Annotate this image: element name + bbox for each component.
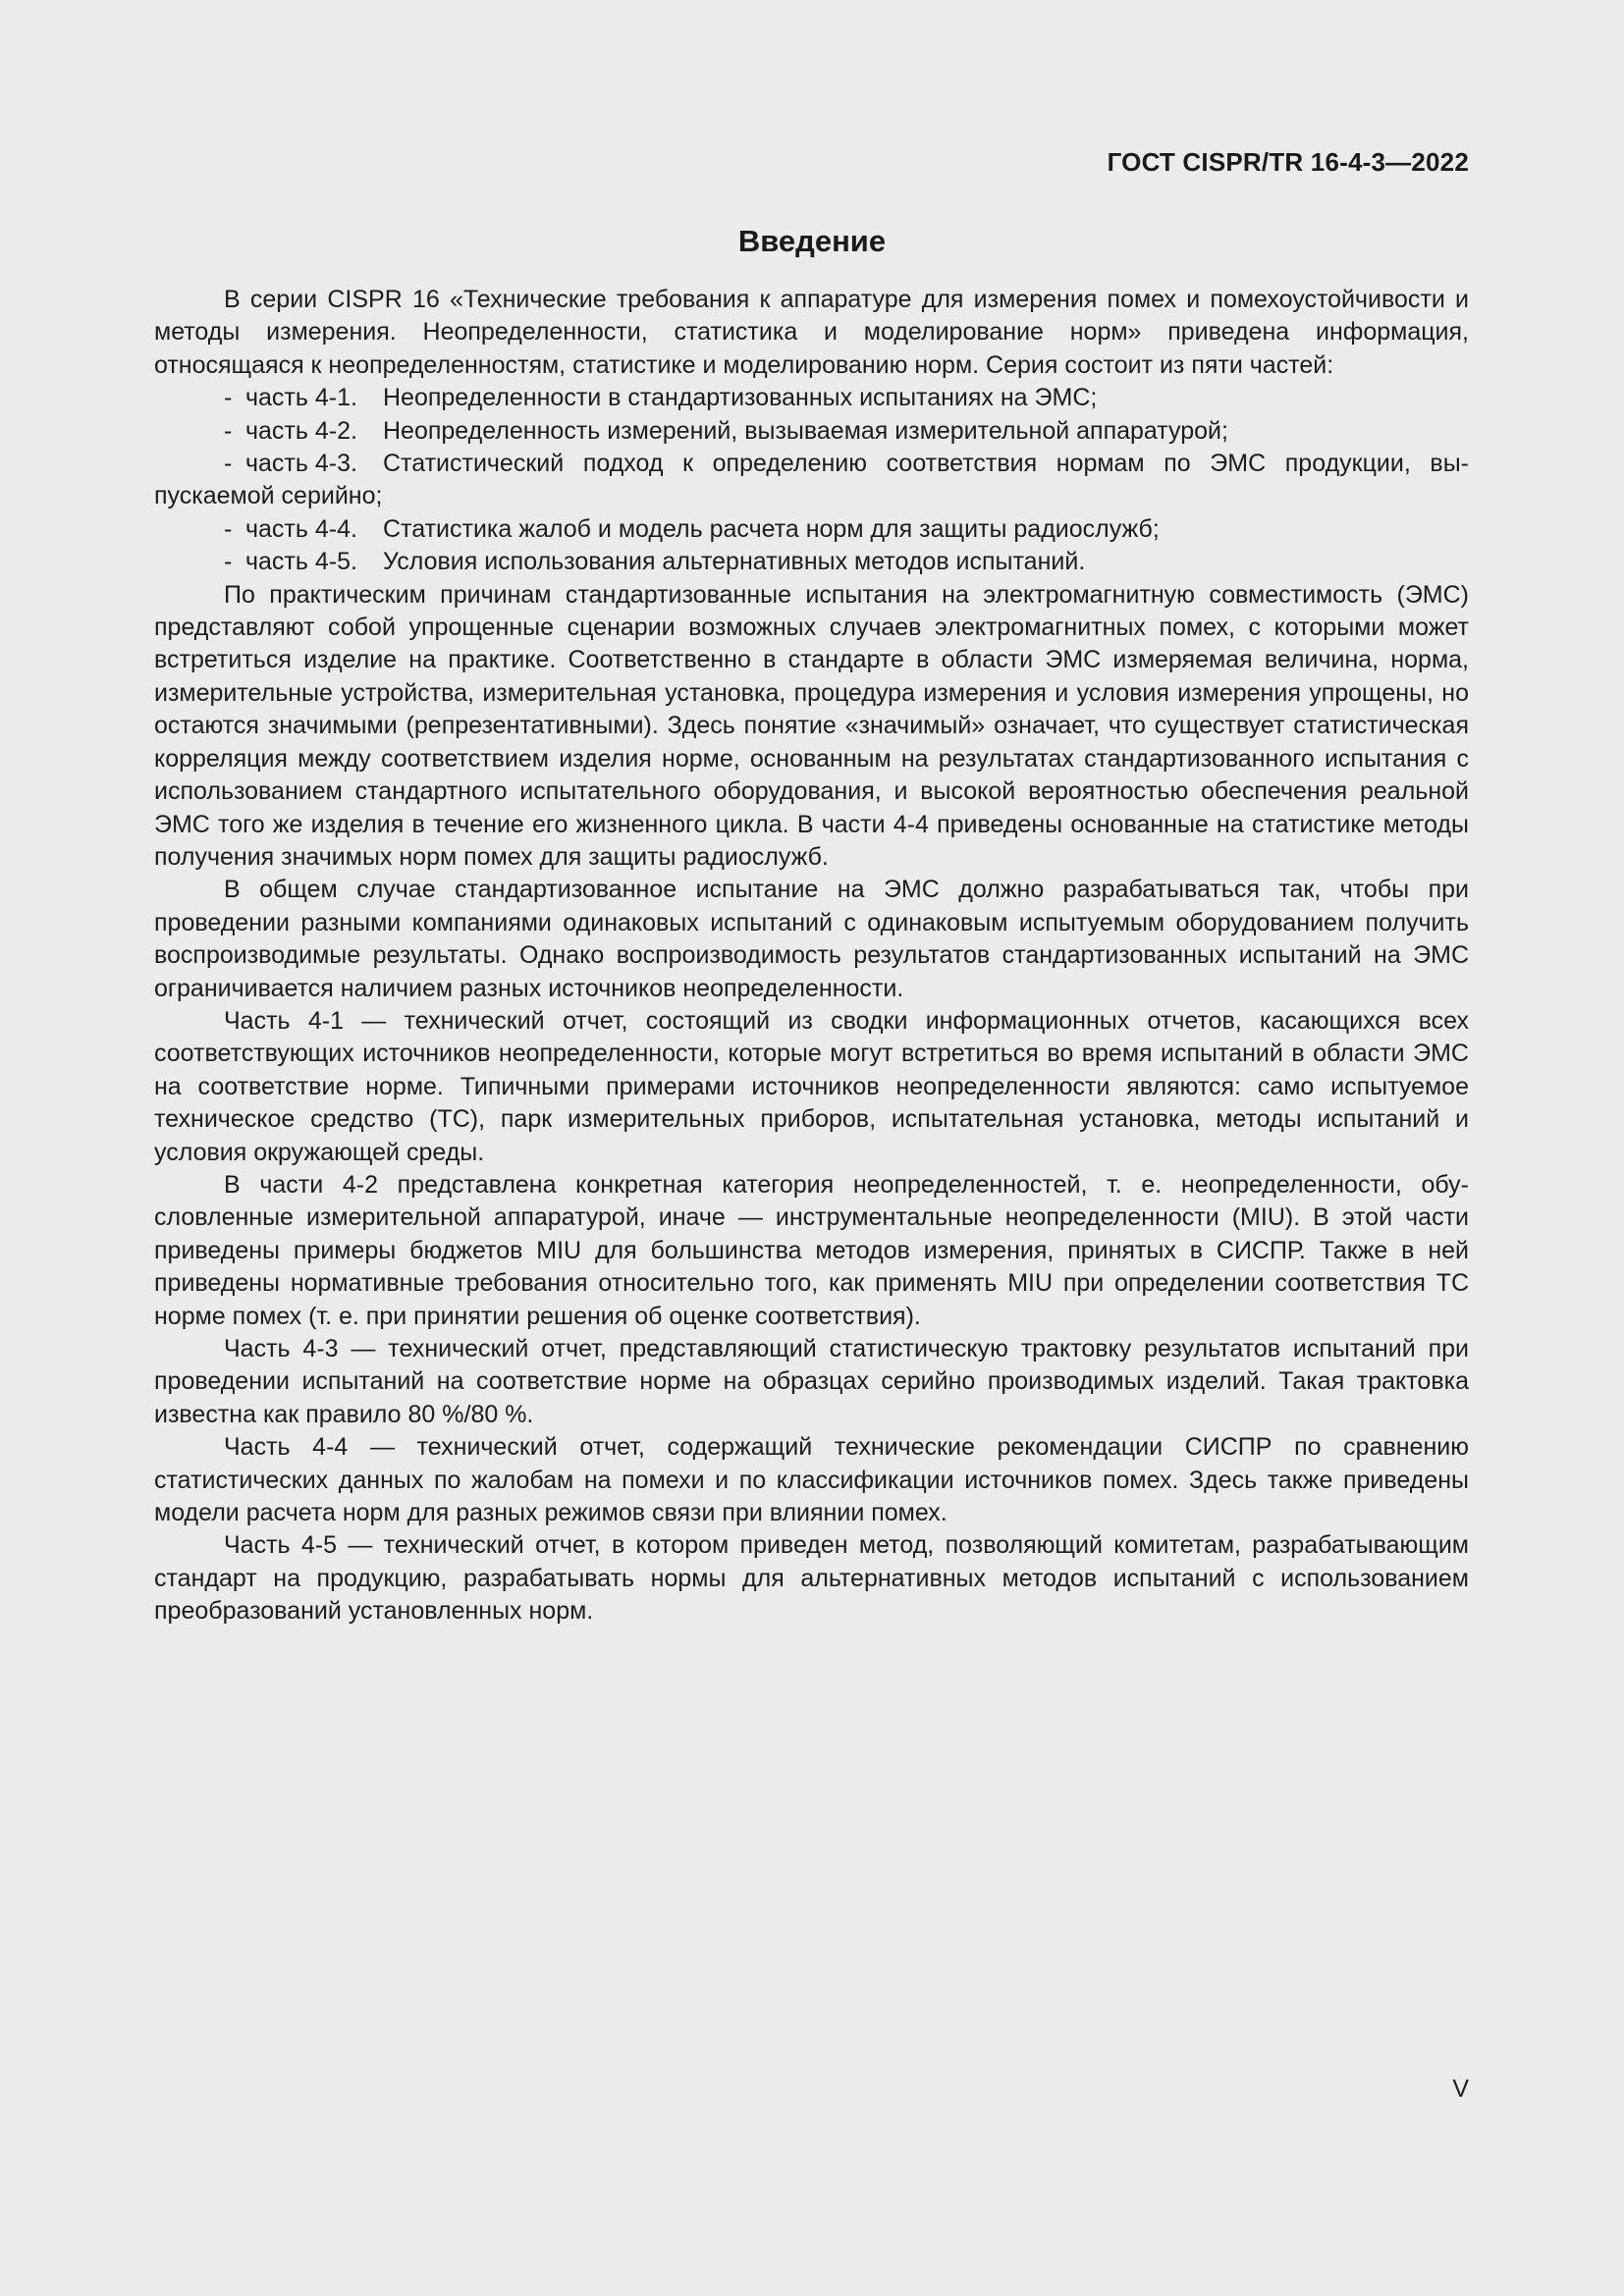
body-paragraph: Часть 4-1 — технический отчет, состоящий из сводки информационных отчетов, касающихся всех соответствующих источников неопределенности, которые могут встретиться во время испытаний в области ЭМС на соответствие норме. Типичными примерами источников неопределенности являются: само испытуемое техническое средство (ТС), парк измерительных приборов, испытательная установка, методы испытаний и условия окружающей среды. xyxy=(154,1006,1469,1166)
list-item-text: Неопределенности в стандартизованных испытаниях на ЭМС; xyxy=(383,384,1098,412)
body-paragraph: В части 4-2 представлена конкретная категория неопределенностей, т. е. неопределенности, обусловленные измерительной аппаратурой, иначе — инструментальные неопределенности (MIU). В этой части приведены примеры бюджетов MIU для большинства методов измерения, принятых в СИСПР. Также в ней приведены нормативные требования относительно того, как применять MIU при определении соответствия ТС норме помех (т. е. при принятии решения об оценке соответствия). xyxy=(154,1170,1469,1330)
list-item xyxy=(154,546,1469,578)
intro-paragraph: В серии CISPR 16 «Технические требования к аппаратуре для измерения помех и помехоустойчивости и методы измерения. Неопределенности, статистика и моделирование норм» приведена информация, относящаяся к неопределенностям, статистике и моделированию норм. Серия состоит из пяти частей: xyxy=(154,286,1469,379)
list-dash: - xyxy=(224,514,233,543)
body-paragraph: Часть 4-5 — технический отчет, в котором приведен метод, позволяющий комитетам, разрабатывающим стандарт на продукцию, разрабатывать нормы для альтернативных методов испытаний с использованием преобразований установленных норм. xyxy=(154,1531,1469,1626)
list-item-number: часть 4-2. xyxy=(245,416,357,445)
list-item xyxy=(154,513,1469,546)
page-title: Введение xyxy=(737,224,887,258)
list-item-number: часть 4-3. xyxy=(245,450,357,478)
body-paragraph: Часть 4-3 — технический отчет, представляющий статистическую трактовку результатов испытаний при проведении испытаний на соответствие норме на образцах серийно производимых изделий. Такая трактовка известна как правило 80 %/80 %. xyxy=(154,1335,1469,1428)
list-item-text: Статистика жалоб и модель расчета норм для защиты радиослужб; xyxy=(383,514,1160,543)
list-item-text: Неопределенность измерений, вызываемая измерительной аппаратурой; xyxy=(383,416,1228,445)
list-item-text: Условия использования альтернативных методов испытаний. xyxy=(383,548,1086,576)
list-item-text: Статистический подход к определению соответствия нормам по ЭМС продукции, выпускаемой серийно; xyxy=(154,450,1469,510)
body-paragraph: В общем случае стандартизованное испытание на ЭМС должно разрабатываться так, чтобы при проведении разными компаниями одинаковых испытаний с одинаковым испытуемым оборудованием получить воспроизводимые результаты. Однако воспроизводимость результатов стандартизованных испытаний на ЭМС ограничивается наличием разных источников неопределенности. xyxy=(154,876,1469,1002)
list-item-number: часть 4-4. xyxy=(245,514,357,543)
list-dash: - xyxy=(224,384,233,412)
list-item xyxy=(154,382,1469,414)
list-item-number: часть 4-1. xyxy=(245,384,357,412)
list-item xyxy=(154,448,1469,513)
list-item-number: часть 4-5. xyxy=(245,548,357,576)
list-dash: - xyxy=(224,416,233,445)
body-paragraph: По практическим причинам стандартизованные испытания на электромагнитную совместимость (ЭМС) представляют собой упрощенные сценарии возможных случаев электромагнитных помех, с которыми может встретиться изделие на практике. Соответственно в стандарте в области ЭМС измеряемая величина, норма, измерительные устройства, измерительная установка, процедура измерения и условия измерения упрощены, но остаются значимыми (репрезентативными). Здесь понятие «значимый» означает, что существует статистическая корреляция между соответствием изделия норме, основанным на результатах стандартизованного испытания с использованием стандартного испытательного оборудования, и высокой вероятностью обеспечения реальной ЭМС того же изделия в течение его жизненного цикла. В части 4-4 приведены основанные на статистике методы получения значимых норм помех для защиты радиослужб. xyxy=(154,580,1469,871)
document-body xyxy=(154,284,1469,1629)
page-number: V xyxy=(1452,2075,1469,2103)
list-item xyxy=(154,415,1469,448)
list-dash: - xyxy=(224,450,233,478)
body-paragraph: Часть 4-4 — технический отчет, содержащий технические рекомендации СИСПР по сравнению статистических данных по жалобам на помехи и по классификации источников помех. Здесь также приведены модели расчета норм для разных режимов связи при влиянии помех. xyxy=(154,1433,1469,1527)
document-id: ГОСТ CISPR/TR 16-4-3—2022 xyxy=(1107,147,1469,177)
list-dash: - xyxy=(224,548,233,576)
